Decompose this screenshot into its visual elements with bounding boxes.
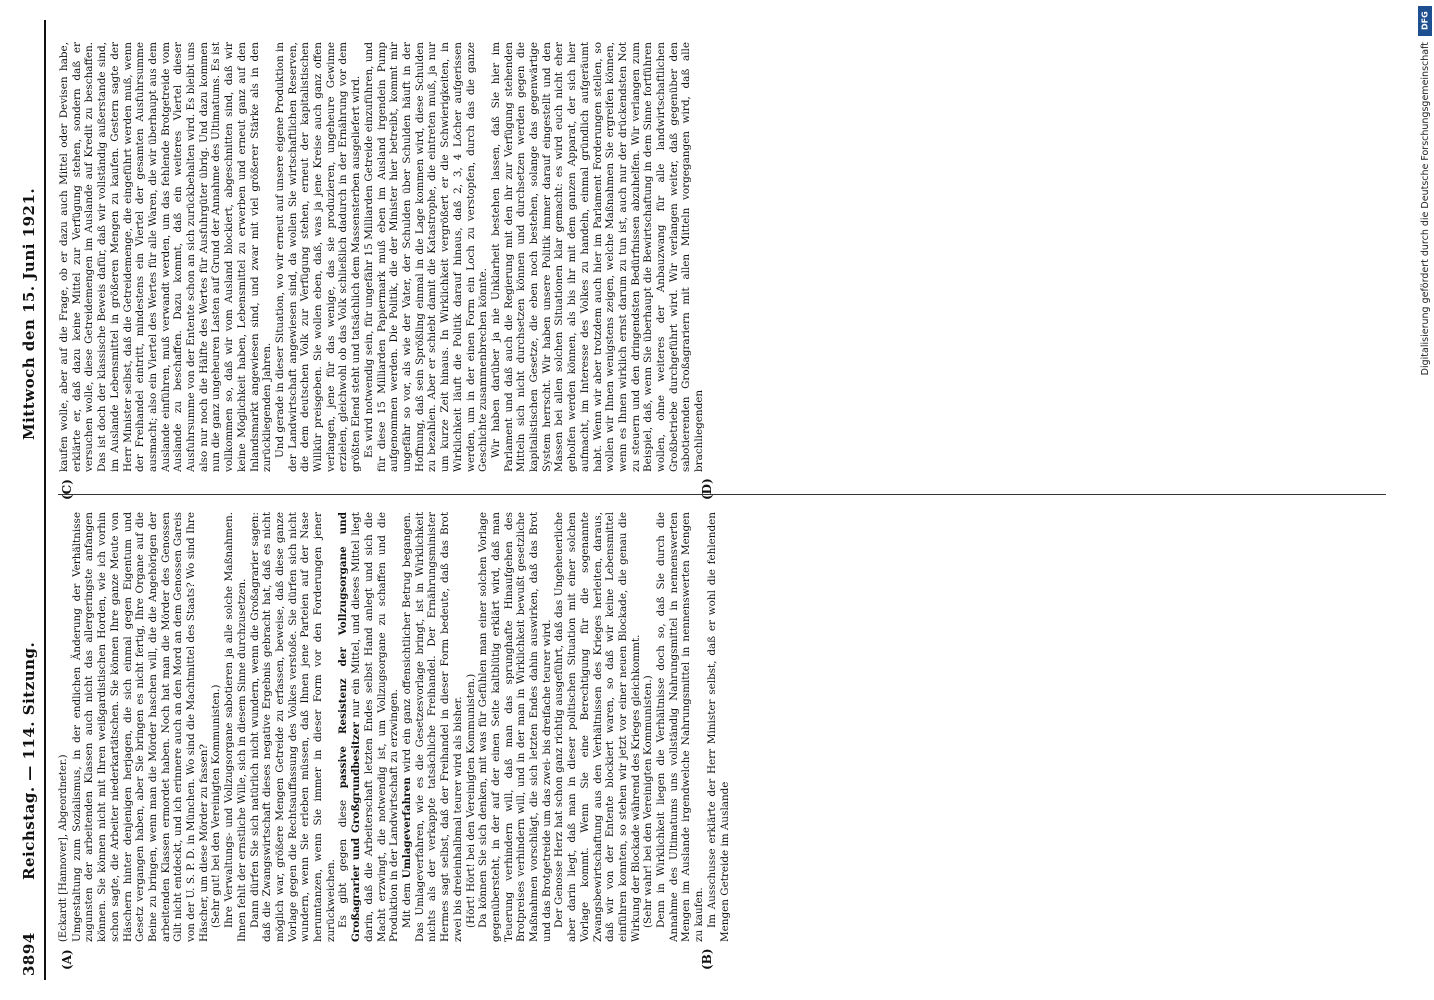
paragraph: Der Genosse Herz hat schon ganz richtig ausgeführt, daß das Ungeheuerliche aber darin liegt, daß man in dieser politischen Situation mit einer solchen Vorlage kommt. Wenn Sie eine Berechtigung für die sogenannte Zwangsbewirtschaftung aus den Verhältnissen des Krieges herleiten, daraus, daß wir von der Entente blockiert waren, so daß wir keine Lebensmittel einführen konnten, so stehen wir jetzt vor einer neuen Blockade, die genau die Wirkung der Blockade während des Krieges gleichkommt. <box>553 512 642 942</box>
margin-marker-b: (B) <box>700 948 714 970</box>
paragraph: Es wird notwendig sein, für ungefähr 15 Milliarden Getreide einzuführen, und für diese 15 Milliarden Papiermark muß eben im Ausland irgendein Pump aufgenommen werden. Die Politik, die der Minister hier betreibt, kommt mir ungefähr so vor, als wie der Vater, der Schulden über Schulden häuft in der Hoffnung, daß sein Sprößling einmal in die Lage kommen wird, diese Schulden zu bezahlen. Aber er schiebt damit die Katastrophe, die eintreten muß, ja nur um kurze Zeit hinaus. In Wirklichkeit vergrößert er die Schwierigkeiten, in Wirklichkeit läuft die Politik darauf hinaus, daß 2, 3, 4 Löcher aufgerissen werden, um in der einen Form ein Loch zu verstopfen, durch das die ganze Geschichte zusammenbrechen könnte. <box>362 42 490 472</box>
header-rule <box>44 20 46 980</box>
paragraph: kaufen wolle, aber auf die Frage, ob er dazu auch Mittel oder Devisen habe, erklärte er, daß dazu keine Mittel zur Verfügung stehen, sondern daß er versuchen wolle, diese Getreidemengen im Auslande auf Kredit zu beschaffen. Das ist doch der klassische Beweis dafür, daß wir vollständig außerstande sind, im Auslande Lebensmittel in größeren Mengen zu kaufen. Gestern sagte der Herr Minister selbst, daß die Getreidemenge, die eingeführt werden muß, wenn der Freihandel eintritt, mindestens ein Viertel der gesamten Ausfuhrsumme ausmacht; also ein Viertel des Wertes für alle Waren, die wir überhaupt aus dem Auslande einführen, muß verwandt werden, um das fehlende Brotgetreide vom Auslande zu beschaffen. Dazu kommt, daß ein weiteres Viertel dieser Ausfuhrsumme von der Entente schon an sich zurückbehalten wird. Es bleibt uns also nur noch die Hälfte des Wertes für Ausfuhrgüter übrig. Und dazu kommen nun die ganz ungeheuren Lasten auf Grund der Annahme des Ultimatums. Es ist vollkommen so, daß wir vom Ausland blockiert, abgeschnitten sind, daß wir keine Möglichkeit haben, Lebensmittel zu erwerben und erneut ganz auf den Inlandsmarkt angewiesen sind, und zwar mit viel größerer Stärke als in den zurückliegenden Jahren. <box>58 42 274 472</box>
paragraph: Da können Sie sich denken, mit was für Gefühlen man einer solchen Vorlage gegenübersteht, in der auf der einen Seite kaltblütig erklärt wird, daß man Teuerung verhindern will, daß man das sprunghafte Hinaufgehen des Brotpreises verhindern will, und in der man in Wirklichkeit bewußt gesetzliche Maßnahmen vorschlägt, die sich letzten Endes dahin auswirken, daß das Brot und das Brotgetreide um das zwei- bis dreifache teurer wird. <box>477 512 553 942</box>
right-column <box>58 42 1386 472</box>
left-column <box>58 512 1386 942</box>
paragraph: Wir haben darüber ja nie Unklarheit bestehen lassen, daß Sie hier im Parlament und daß auch die Regierung mit den ihr zur Verfügung stehenden Mitteln sich nicht durchsetzen können und durchsetzen werden gegen die kapitalistischen Gesetze, die eben noch bestehen, solange das gegenwärtige System herrscht. Wir haben unsere Politik immer darauf eingestellt und den Massen bei allen solchen Situationen klar gemacht: es wird euch nicht eher geholfen werden können, als bis ihr mit dem ganzen Apparat, der sich hier aufmacht, im Interesse des Volkes zu handeln, einmal gründlich aufgeräumt habt. Wenn wir aber trotzdem auch hier im Parlament Forderungen stellen, so wollen wir Ihnen wenigstens zeigen, welche Maßnahmen Sie ergreifen können, wenn es Ihnen wirklich ernst darum zu tun ist, auch nur der drückendsten Not zu steuern und den dringendsten Bedürfnissen abzuhelfen. Wir verlangen zum Beispiel, daß, wenn Sie überhaupt die Bewirtschaftung in dem Sinne fortführen wollen, ohne weiteres der Anbauzwang für alle landwirtschaftlichen Großbetriebe durchgeführt wird. Wir verlangen weiter, daß gegenüber den sabotierenden Großagrariern mit allen Mitteln vorgegangen wird, daß alle brachliegenden <box>489 42 706 472</box>
paragraph <box>401 512 465 942</box>
paragraph: Im Ausschusse erklärte der Herr Minister selbst, daß er wohl die fehlenden Mengen Getreide im Auslande <box>705 512 731 942</box>
speaker-label: (Eckardt [Hannover], Abgeordneter.) <box>58 754 69 942</box>
session-title: Reichstag. — 114. Sitzung. <box>20 641 38 880</box>
margin-marker-c: (C) <box>60 479 74 500</box>
interjection: (Hört! Hört! bei den Vereinigten Kommunisten.) <box>464 673 477 928</box>
paragraph: Dann dürfen Sie sich natürlich nicht wundern, wenn die Großagrarier sagen: daß die Zwangswirtschaft dieses negative Ergebnis gebracht hat, daß es nicht möglich war, größere Mengen Getreide zu erfassen, beweise, daß diese ganze Vorlage gegen die Rechtsauffassung des Volkes verstoße. Sie dürfen sich nicht wundern, wenn Sie erleben müssen, daß Ihnen jene Parteien auf der Nase herumtanzen, wenn Sie immer in dieser Form vor den Forderungen jener zurückweichen. <box>248 512 337 942</box>
session-date: Mittwoch den 15. Juni 1921. <box>20 187 38 440</box>
paragraph: Und gerade in dieser Situation, wo wir erneut auf unsere eigene Produktion in der Landwirtschaft angewiesen sind, da wollen Sie wirtschaftlichen Reserven, die dem deutschen Volk zur Verfügung stehen, erneut der kapitalistischen Willkür preisgeben. Sie wollen eben, daß, was ja jene Kreise auch ganz offen verlangen, jene für das wenige, das sie produzieren, ungeheure Gewinne erzielen, gleichwohl ob das Volk schließlich dadurch in der Ernährung vor dem größten Elend steht und tatsächlich dem Massensterben ausgeliefert wird. <box>273 42 363 472</box>
page-header <box>18 0 48 1000</box>
text-run: Mit dem <box>400 878 413 928</box>
digitization-credit: Digitalisierung gefördert durch die Deutsche Forschungsgemeinschaft <box>1420 42 1431 376</box>
dfg-logo: DFG <box>1418 6 1432 36</box>
text-run: Es gibt gegen diese <box>337 788 350 928</box>
margin-marker-a: (A) <box>60 949 74 970</box>
text-run: nur ein Mittel, und dieses Mittel liegt darin, daß die Arbeiterschaft letzten Endes selbst Hand anlegt und sich die Macht erzwingt, die notwendig ist, um Vollzugsorgane zu schaffen und die Produktion in der Landwirtschaft zu erzwingen. <box>350 512 401 942</box>
emphasis-text: Umlageverfahren <box>400 777 413 879</box>
interjection: (Sehr gut! bei den Vereinigten Kommunisten.) <box>210 684 223 928</box>
paragraph: Denn in Wirklichkeit liegen die Verhältnisse doch so, daß Sie durch die Annahme des Ultimatums uns vollständig Nahrungsmittel in nennenswerten Mengen im Auslande irgendwelche Nahrungsmittel in nennenswerten Mengen zu kaufen. <box>655 512 706 942</box>
paragraph <box>337 512 401 942</box>
emphasis-text: passive Resistenz der Vollzugsorgane und Großagrarier und Großgrundbesitzer <box>337 512 363 942</box>
paragraph: Umgestaltung zum Sozialismus, in der endlichen Änderung der Verhältnisse zugunsten der arbeitenden Klassen auch nicht das allergeringste anfangen können. Sie können nicht mit Ihren weißgardistischen Horden, wie ich vorhin schon sagte, die Arbeiter niederkartätschen. Sie können Ihre ganze Meute von Häschern hinter denjenigen herjagen, die sich einmal gegen Eigentum und Gesetz vergangen haben, aber Sie bringen es nicht fertig, Ihre Organe auf die Beine zu bringen, wenn man die Mörder haschen will, die die Angehörigen der arbeitenden Klassen ermordet haben. Noch hat man die Mörder des Genossen Gilt nicht entdeckt, und ich erinnere auch an den Mord an dem Genossen Gareis von der U. S. P. D. in München. Wo sind die Machtmittel des Staats? Wo sind Ihre Häscher, um diese Mörder zu fassen? <box>70 512 210 942</box>
text-run: wird ein ganz offensichtlicher Betrug begangen. Das Umlageverfahren, wie es die Gesetzesvorlage bringt, ist in Wirklichkeit nichts als der verkappte tatsächliche Freihandel. Der Ernährungsminister Hermes sagt selbst, daß der Freihandel in dieser Form bedeute, daß das Brot zwei bis dreieinhalbmal teurer wird als bisher. <box>400 512 464 942</box>
column-divider <box>58 494 1386 495</box>
interjection: (Sehr wahr! bei den Vereinigten Kommunisten.) <box>642 675 655 928</box>
paragraph: Ihre Verwaltungs- und Vollzugsorgane sabotieren ja alle solche Maßnahmen. Ihnen fehlt der ernstliche Wille, sich in diesem Sinne durchzusetzen. <box>223 512 248 942</box>
margin-marker-d: (D) <box>700 478 714 500</box>
page-number: 3894 <box>20 932 38 976</box>
